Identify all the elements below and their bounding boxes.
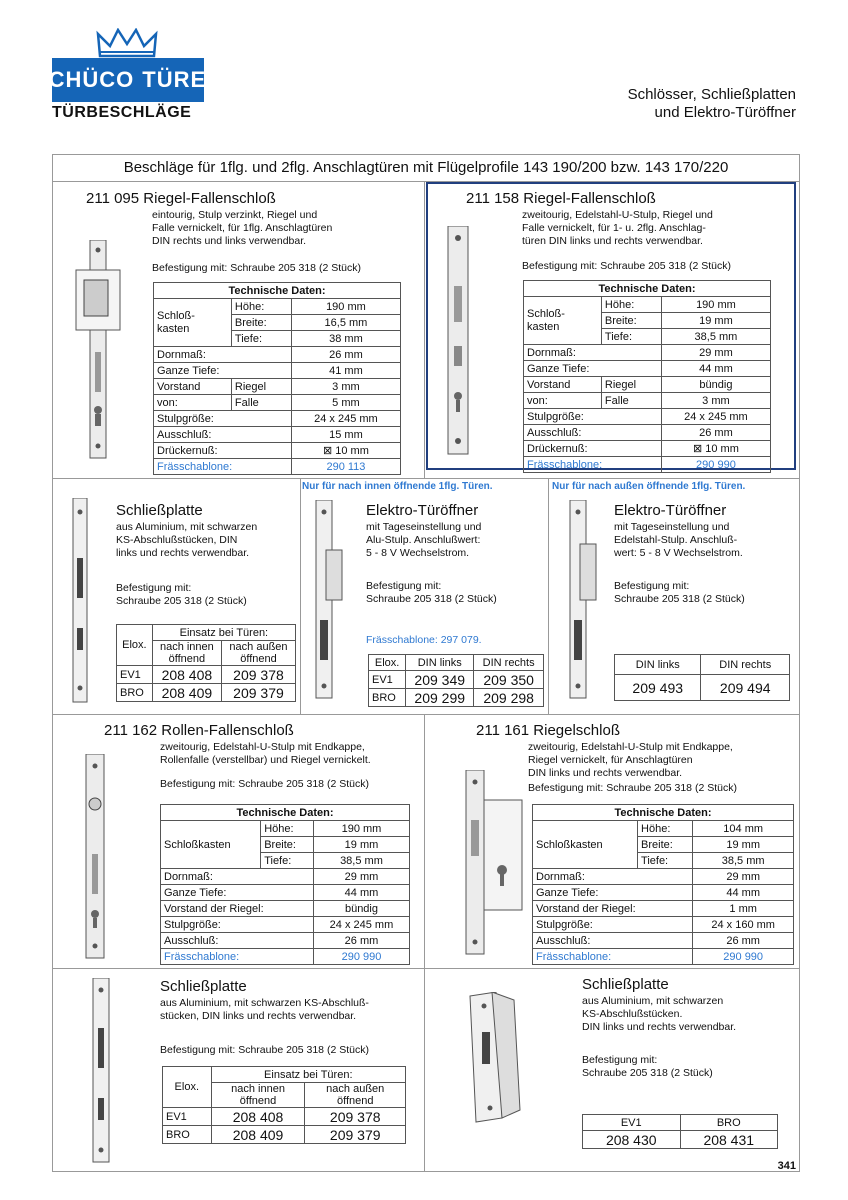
table-unit: mm [347, 300, 366, 313]
table-cell: 190 [696, 298, 715, 311]
brand-name-left: SCHÜCO [32, 67, 135, 92]
table-head: Einsatz bei Türen: [152, 625, 295, 641]
table-cell: Ganze Tiefe: [154, 363, 292, 379]
table-cell: Tiefe: [231, 331, 291, 347]
table-cell: Breite: [231, 315, 291, 331]
strike-plate-image [70, 498, 90, 704]
article-number: 208 409 [152, 684, 221, 702]
lock-image [80, 754, 110, 960]
p8-order-table [162, 1066, 406, 1144]
table-cell: 26 mm [661, 425, 770, 441]
p6-title: 211 162 Rollen-Fallenschloß [104, 722, 294, 739]
table-cell: Drückernuß: [154, 443, 292, 459]
table-cell: Ausschluß: [161, 933, 314, 949]
table-cell: BRO [163, 1126, 212, 1144]
table-cell: 38,5 [694, 330, 716, 343]
table-unit: mm [344, 332, 363, 345]
p9-fixing: Befestigung mit: Schraube 205 318 (2 Stück) [582, 1054, 713, 1079]
article-number: 209 299 [406, 689, 474, 707]
table-unit: mm [359, 886, 379, 899]
table-cell: 16,5 [324, 316, 346, 329]
table-cell: BRO [117, 684, 153, 702]
table-unit: mm [349, 316, 368, 329]
p9-description: aus Aluminium, mit schwarzen KS-Abschlußstücken. DIN links und rechts verwendbar. [582, 995, 737, 1033]
article-number: 209 298 [474, 689, 544, 707]
p4-title: Elektro-Türöffner [366, 502, 479, 519]
table-cell: Höhe: [601, 297, 661, 313]
table-cell: Dornmaß: [161, 869, 314, 885]
table-cell: bündig [313, 901, 409, 917]
template-number: 290 990 [661, 457, 770, 473]
table-unit: mm [344, 364, 363, 377]
brand-logo [32, 58, 224, 102]
table-cell: EV1 [163, 1108, 212, 1126]
table-cell: Tiefe: [601, 329, 661, 345]
table-cell: nach innen öffnend [152, 641, 221, 666]
table-unit: mm [746, 854, 765, 867]
table-cell: von: [524, 393, 602, 409]
table-cell: Dornmaß: [533, 869, 693, 885]
table-cell: 26 mm [313, 933, 409, 949]
table-cell: 29 [344, 870, 357, 883]
article-number: 209 378 [305, 1108, 406, 1126]
p1-description: eintourig, Stulp verzinkt, Riegel und Falle vernickelt, für 1flg. Anschlagtüren DIN rechts und links verwendbar. [152, 209, 333, 247]
table-group-label: Schloß- kasten [154, 299, 232, 347]
table-cell: 41 [329, 364, 342, 377]
p5-note: Nur für nach außen öffnende 1flg. Türen. [552, 481, 746, 492]
section-banner: Beschläge für 1flg. und 2flg. Anschlagtüren mit Flügelprofile 143 190/200 bzw. 143 170/220 [52, 154, 800, 182]
table-cell: 24 x 245 mm [661, 409, 770, 425]
table-cell: 19 [344, 838, 357, 851]
table-cell: 3 [702, 394, 709, 407]
p4-order-table [368, 654, 544, 707]
table-cell: nach außen öffnend [305, 1083, 406, 1108]
table-cell: Falle [601, 393, 661, 409]
table-cell: 44 [726, 886, 739, 899]
table-unit: mm [719, 330, 738, 343]
table-unit: mm [741, 870, 760, 883]
p6-description: zweitourig, Edelstahl-U-Stulp mit Endkappe, Rollenfalle (verstellbar) und Riegel vernickelt. [160, 741, 371, 766]
table-cell: Breite: [601, 313, 661, 329]
template-number: 290 113 [291, 459, 400, 475]
table-cell: BRO [680, 1115, 778, 1131]
table-cell: 38 [329, 332, 342, 345]
article-number: 209 493 [615, 675, 701, 701]
table-cell: 38,5 [721, 854, 744, 867]
table-group-label: Schloßkasten [161, 821, 261, 869]
table-head: Technische Daten: [154, 283, 401, 299]
table-head: Einsatz bei Türen: [211, 1067, 405, 1083]
table-cell: Vorstand [524, 377, 602, 393]
table-group-label: Schloßkasten [533, 821, 638, 869]
table-cell: 29 [699, 346, 712, 359]
article-number: 209 350 [474, 671, 544, 689]
table-cell: Höhe: [261, 821, 314, 837]
article-number: 209 494 [701, 675, 790, 701]
table-unit: mm [741, 886, 760, 899]
table-cell: 190 [326, 300, 345, 313]
table-cell: Vorstand [154, 379, 232, 395]
template-label: Frässchablone: [524, 457, 662, 473]
table-unit: mm [714, 346, 733, 359]
p7-title: 211 161 Riegelschloß [476, 722, 620, 739]
p2-title: 211 158 Riegel-Fallenschloß [466, 190, 656, 207]
table-cell: Ausschluß: [524, 425, 662, 441]
header-line-1: Schlösser, Schließplatten [627, 86, 796, 103]
template-label: Frässchablone: [161, 949, 314, 965]
p4-fixing: Befestigung mit: Schraube 205 318 (2 Stück) [366, 580, 497, 605]
table-cell: Drückernuß: [524, 441, 662, 457]
table-cell: 24 x 245 mm [291, 411, 400, 427]
table-cell: Höhe: [231, 299, 291, 315]
table-cell: EV1 [117, 666, 153, 684]
table-cell: Breite: [638, 837, 693, 853]
brand-name-right: TÜREN [142, 67, 224, 92]
deadlock-image [458, 770, 524, 956]
table-cell: Riegel [601, 377, 661, 393]
table-cell: Stulpgröße: [533, 917, 693, 933]
table-cell: EV1 [583, 1115, 681, 1131]
p5-title: Elektro-Türöffner [614, 502, 727, 519]
lock-image [440, 226, 476, 456]
article-number: 209 379 [221, 684, 295, 702]
table-cell: Stulpgröße: [524, 409, 662, 425]
template-number: 290 990 [313, 949, 409, 965]
table-cell: 44 [344, 886, 357, 899]
table-cell: DIN links [615, 655, 701, 675]
header-line-2: und Elektro-Türöffner [654, 104, 796, 121]
template-number: 290 990 [693, 949, 794, 965]
table-unit: mm [714, 314, 733, 327]
table-cell: Ausschluß: [154, 427, 292, 443]
p6-tech-table [160, 804, 410, 965]
p7-description: zweitourig, Edelstahl-U-Stulp mit Endkappe, Riegel vernickelt, für Anschlagtüren DIN links und rechts verwendbar. [528, 741, 733, 779]
table-cell: ⊠ 10 mm [661, 441, 770, 457]
table-cell: Tiefe: [261, 853, 314, 869]
table-cell: Stulpgröße: [154, 411, 292, 427]
table-cell: 24 x 245 mm [313, 917, 409, 933]
table-cell: Ganze Tiefe: [533, 885, 693, 901]
article-number: 209 349 [406, 671, 474, 689]
article-number: 208 430 [583, 1131, 681, 1149]
page-number: 341 [777, 1160, 796, 1172]
table-unit: mm [363, 822, 382, 835]
table-cell: 19 [726, 838, 739, 851]
table-cell: BRO [369, 689, 406, 707]
article-number: 208 408 [152, 666, 221, 684]
p8-title: Schließplatte [160, 978, 247, 995]
table-unit: mm [344, 348, 363, 361]
p3-description: aus Aluminium, mit schwarzen KS-Abschlußstücken, DIN links und rechts verwendbar. [116, 521, 258, 559]
p5-order-table [614, 654, 790, 701]
p2-tech-table [523, 280, 771, 473]
table-head: Technische Daten: [161, 805, 410, 821]
p3-order-table [116, 624, 296, 702]
table-cell: Breite: [261, 837, 314, 853]
table-cell: DIN links [406, 655, 474, 671]
table-cell: 190 [341, 822, 360, 835]
table-cell: Vorstand der Riegel: [533, 901, 693, 917]
table-cell: 38,5 [340, 854, 362, 867]
p1-fixing: Befestigung mit: Schraube 205 318 (2 Stück) [152, 262, 361, 274]
article-number: 208 409 [211, 1126, 305, 1144]
p9-order-table [582, 1114, 778, 1149]
table-unit: mm [341, 380, 360, 393]
p3-title: Schließplatte [116, 502, 203, 519]
article-number: 208 408 [211, 1108, 305, 1126]
p1-title: 211 095 Riegel-Fallenschloß [86, 190, 276, 207]
table-unit: mm [711, 394, 730, 407]
table-unit: mm [717, 298, 736, 311]
table-cell: Falle [231, 395, 291, 411]
table-cell: 26 [329, 348, 342, 361]
table-cell: nach außen öffnend [221, 641, 295, 666]
p8-description: aus Aluminium, mit schwarzen KS-Abschluß- stücken, DIN links und rechts verwendbar. [160, 997, 369, 1022]
table-head: Technische Daten: [533, 805, 794, 821]
p2-fixing: Befestigung mit: Schraube 205 318 (2 Stück) [522, 260, 731, 272]
p6-fixing: Befestigung mit: Schraube 205 318 (2 Stück) [160, 778, 369, 790]
table-cell: EV1 [369, 671, 406, 689]
table-cell: 15 mm [291, 427, 400, 443]
p7-fixing: Befestigung mit: Schraube 205 318 (2 Stück) [528, 782, 737, 794]
table-cell: 104 [723, 822, 742, 835]
p5-description: mit Tageseinstellung und Edelstahl-Stulp. Anschluß- wert: 5 - 8 V Wechselstrom. [614, 521, 743, 559]
table-unit: mm [341, 396, 360, 409]
article-number: 209 379 [305, 1126, 406, 1144]
table-cell: Ganze Tiefe: [524, 361, 662, 377]
door-opener-image [312, 500, 346, 700]
lock-image [74, 240, 130, 460]
p4-template: Frässchablone: 297 079. [366, 634, 482, 646]
table-cell: Elox. [117, 625, 153, 666]
table-unit: mm [359, 838, 379, 851]
table-cell: bündig [699, 378, 733, 391]
p5-fixing: Befestigung mit: Schraube 205 318 (2 Stück) [614, 580, 745, 605]
p4-description: mit Tageseinstellung und Alu-Stulp. Anschlußwert: 5 - 8 V Wechselstrom. [366, 521, 482, 559]
table-cell: 29 [726, 870, 739, 883]
table-cell: Elox. [163, 1067, 212, 1108]
crown-logo-icon [96, 28, 158, 60]
table-cell: 44 [699, 362, 712, 375]
table-cell: Höhe: [638, 821, 693, 837]
table-cell: Ganze Tiefe: [161, 885, 314, 901]
table-cell: Tiefe: [638, 853, 693, 869]
table-cell: Dornmaß: [524, 345, 662, 361]
table-group-label: Schloß- kasten [524, 297, 602, 345]
table-cell: 26 mm [693, 933, 794, 949]
table-cell: ⊠ 10 mm [291, 443, 400, 459]
table-unit: mm [741, 838, 760, 851]
template-label: Frässchablone: [533, 949, 693, 965]
table-unit: mm [359, 870, 379, 883]
page-header [628, 86, 796, 122]
table-unit: mm [364, 854, 383, 867]
table-cell: Riegel [231, 379, 291, 395]
table-cell: DIN rechts [701, 655, 790, 675]
p1-tech-table [153, 282, 401, 475]
table-cell: DIN rechts [474, 655, 544, 671]
article-number: 209 378 [221, 666, 295, 684]
door-opener-image [566, 500, 600, 700]
table-cell: Stulpgröße: [161, 917, 314, 933]
table-head: Technische Daten: [524, 281, 771, 297]
strike-plate-image [462, 992, 522, 1124]
table-cell: Dornmaß: [154, 347, 292, 363]
p4-note: Nur für nach innen öffnende 1flg. Türen. [302, 481, 493, 492]
template-label: Frässchablone: [154, 459, 292, 475]
p3-fixing: Befestigung mit: Schraube 205 318 (2 Stück) [116, 582, 247, 607]
table-cell: Vorstand der Riegel: [161, 901, 314, 917]
table-cell: 3 [332, 380, 339, 393]
p2-description: zweitourig, Edelstahl-U-Stulp, Riegel und Falle vernickelt, für 1- u. 2flg. Anschlag- türen DIN links und rechts verwendbar. [522, 209, 713, 247]
table-cell: Ausschluß: [533, 933, 693, 949]
table-cell: 19 [699, 314, 712, 327]
table-cell: 24 x 160 mm [693, 917, 794, 933]
table-cell: von: [154, 395, 232, 411]
article-number: 208 431 [680, 1131, 778, 1149]
table-cell: Elox. [369, 655, 406, 671]
p9-title: Schließplatte [582, 976, 669, 993]
brand-subtitle: TÜRBESCHLÄGE [52, 104, 192, 121]
table-cell: 1 mm [693, 901, 794, 917]
table-cell: 5 [332, 396, 339, 409]
table-unit: mm [744, 822, 764, 835]
table-unit: mm [714, 362, 733, 375]
p7-tech-table [532, 804, 794, 965]
p8-fixing: Befestigung mit: Schraube 205 318 (2 Stück) [160, 1044, 369, 1056]
strike-plate-image [90, 978, 112, 1164]
table-cell: nach innen öffnend [211, 1083, 305, 1108]
